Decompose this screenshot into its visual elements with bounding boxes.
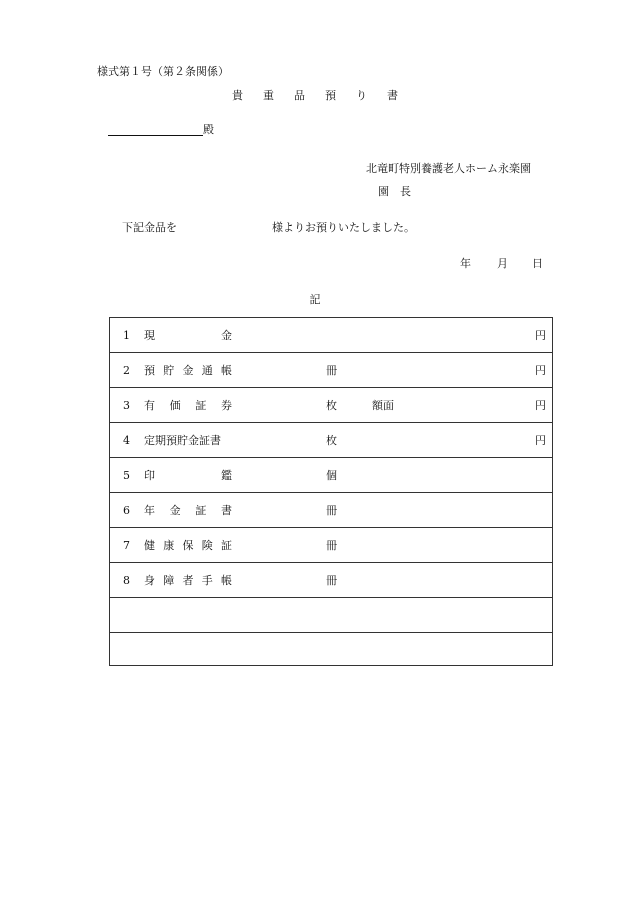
item-name-char: 券 [220, 399, 232, 412]
date-year: 年 [460, 257, 471, 270]
title-char: 貴 [232, 89, 243, 102]
title-char: 重 [263, 89, 274, 102]
item-name-char: 手 [201, 574, 213, 587]
item-name [144, 435, 232, 446]
table-row [110, 493, 552, 528]
item-name-char: 険 [201, 539, 213, 552]
receipt-text-part1: 下記金品を [122, 221, 177, 234]
ki-heading: 記 [309, 293, 321, 306]
item-name [144, 400, 232, 411]
item-number: 5 [123, 469, 130, 482]
item-name [144, 575, 232, 586]
table-row [110, 598, 552, 633]
item-number: 1 [123, 329, 130, 342]
issuer-position: 園 長 [378, 185, 411, 198]
item-name-char: 証 [195, 399, 207, 412]
title-char: 預 [325, 89, 336, 102]
table-row [110, 423, 552, 458]
item-name-char: 年 [144, 504, 155, 517]
item-number: 8 [123, 574, 130, 587]
item-name-char: 金 [221, 329, 232, 342]
table-row [110, 633, 552, 668]
item-yen: 円 [535, 434, 546, 447]
item-name [144, 365, 232, 376]
item-name-char: 健 [144, 539, 155, 552]
date-month: 月 [497, 257, 508, 270]
item-name-char: 証 [195, 504, 207, 517]
document-title [0, 90, 630, 101]
item-name-char: 預 [144, 364, 155, 377]
issuer-organization: 北竜町特別養護老人ホーム永楽園 [366, 162, 531, 175]
table-row [110, 353, 552, 388]
receipt-text-part2: 様よりお預りいたしました。 [272, 221, 415, 234]
item-number: 6 [123, 504, 130, 517]
item-unit: 冊 [326, 574, 337, 587]
item-name-char: 保 [182, 539, 194, 552]
item-name-char: 身 [144, 574, 155, 587]
item-name-char: 現 [144, 329, 155, 342]
addressee-suffix: 殿 [203, 123, 214, 136]
title-char: り [356, 89, 367, 102]
item-unit: 冊 [326, 364, 337, 377]
item-name-char: 鑑 [221, 469, 232, 482]
item-yen: 円 [535, 329, 546, 342]
table-row [110, 528, 552, 563]
item-name-char: 者 [182, 574, 194, 587]
item-name [144, 505, 232, 516]
item-yen: 円 [535, 399, 546, 412]
item-name-char: 金 [182, 364, 194, 377]
item-name [144, 540, 232, 551]
item-name-char: 証 [221, 539, 232, 552]
form-number: 様式第１号（第２条関係） [97, 65, 229, 78]
item-name [144, 330, 232, 341]
item-name-char: 定期預貯金証書 [144, 434, 221, 447]
item-name-char: 帳 [221, 574, 232, 587]
item-unit: 枚 [326, 434, 337, 447]
item-number: 2 [123, 364, 130, 377]
items-table [109, 317, 553, 666]
title-char: 書 [387, 89, 398, 102]
item-extra-label: 額面 [372, 399, 394, 412]
item-number: 7 [123, 539, 130, 552]
title-char: 品 [294, 89, 305, 102]
item-name [144, 470, 232, 481]
item-name-char: 有 [144, 399, 155, 412]
item-yen: 円 [535, 364, 546, 377]
item-name-char: 康 [163, 539, 175, 552]
item-name-char: 書 [220, 504, 232, 517]
item-name-char: 貯 [163, 364, 175, 377]
item-name-char: 帳 [221, 364, 232, 377]
item-name-char: 印 [144, 469, 155, 482]
table-row [110, 458, 552, 493]
item-number: 4 [123, 434, 130, 447]
item-name-char: 価 [169, 399, 181, 412]
table-row [110, 318, 552, 353]
item-name-char: 通 [201, 364, 213, 377]
item-name-char: 障 [163, 574, 175, 587]
item-name-char: 金 [169, 504, 181, 517]
item-unit: 枚 [326, 399, 337, 412]
item-number: 3 [123, 399, 130, 412]
addressee-line [108, 135, 203, 136]
item-unit: 冊 [326, 504, 337, 517]
item-unit: 冊 [326, 539, 337, 552]
date-day: 日 [532, 257, 543, 270]
item-unit: 個 [326, 469, 337, 482]
table-row [110, 388, 552, 423]
table-row [110, 563, 552, 598]
